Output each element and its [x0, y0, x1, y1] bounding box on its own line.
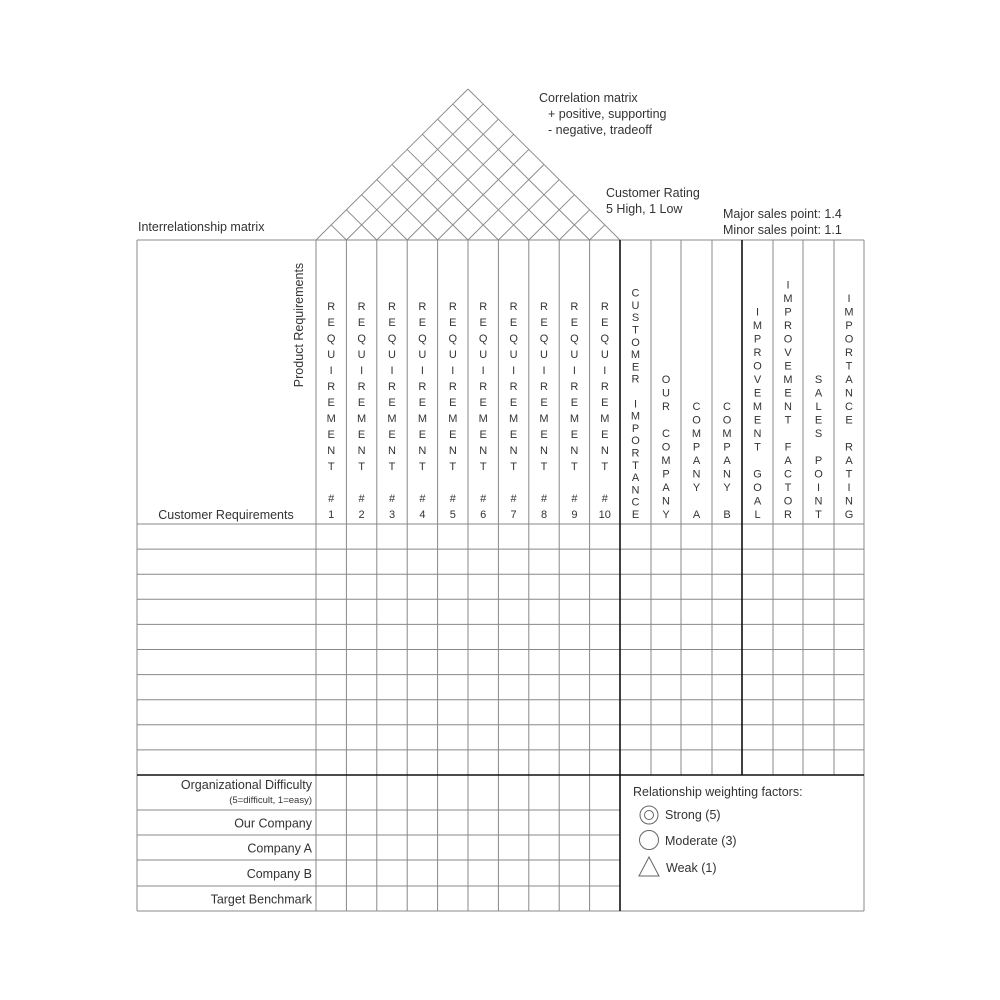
- importance-rating-header-letter: G: [844, 509, 854, 521]
- company-b-header-letter: C: [723, 401, 731, 413]
- requirement-header-4-letter: E: [418, 317, 427, 329]
- requirement-header-1-letter: E: [327, 429, 335, 441]
- requirement-header-1-letter: E: [327, 397, 335, 409]
- requirement-header-1-letter: N: [327, 445, 336, 457]
- relationship-legend: [633, 785, 803, 876]
- requirement-header-2-letter: I: [360, 365, 364, 377]
- requirement-header-8-letter: U: [540, 349, 548, 361]
- requirement-number-9: #: [571, 493, 578, 505]
- requirement-header-8-letter: Q: [539, 333, 549, 345]
- requirement-header-2-letter: R: [357, 301, 366, 313]
- requirement-header-8-letter: I: [542, 365, 546, 377]
- benchmark-row-label: Organizational Difficulty: [180, 778, 312, 792]
- moderate-symbol-icon: [640, 831, 659, 850]
- requirement-header-5-letter: R: [448, 381, 457, 393]
- improvement-factor-header-letter: C: [784, 468, 792, 481]
- importance-rating-header-letter: I: [847, 482, 851, 494]
- importance-rating-header-letter: N: [845, 495, 853, 508]
- improvement-goal-header-letter: P: [753, 333, 762, 346]
- customer-importance-header-letter: T: [632, 324, 639, 337]
- requirement-header-10-letter: U: [600, 349, 609, 361]
- requirement-header-3-letter: R: [388, 301, 396, 313]
- requirement-header-10-letter: R: [600, 301, 609, 313]
- improvement-goal-header-letter: M: [752, 401, 763, 413]
- roof-grid-line: [392, 165, 468, 241]
- requirement-header-10-letter: Q: [600, 333, 610, 345]
- improvement-goal-header-letter: O: [753, 360, 762, 373]
- weak-symbol-icon: [639, 857, 659, 876]
- improvement-goal-header-letter: O: [753, 482, 762, 494]
- customer-importance-header-letter: O: [631, 336, 640, 349]
- requirement-header-7-letter: R: [509, 301, 518, 313]
- requirement-header-9-letter: E: [570, 317, 579, 329]
- requirement-number-value-7: 7: [510, 509, 517, 521]
- our-company-header-letter: O: [661, 374, 671, 386]
- requirement-column-headers: [327, 301, 611, 521]
- requirement-header-10-letter: E: [601, 429, 609, 441]
- company-b-header-letter: A: [723, 455, 731, 467]
- our-company-header-letter: P: [662, 468, 670, 481]
- benchmark-row-label: Company A: [247, 841, 312, 856]
- requirement-number-value-3: 3: [388, 509, 396, 521]
- requirement-header-4-letter: R: [418, 381, 427, 393]
- requirement-header-5-letter: M: [448, 413, 458, 425]
- requirement-header-5-letter: I: [451, 365, 455, 377]
- importance-rating-header-letter: A: [845, 374, 853, 386]
- requirement-header-1-letter: R: [327, 381, 336, 393]
- requirement-header-7-letter: M: [509, 413, 519, 425]
- customer-importance-header-letter: N: [631, 484, 640, 497]
- improvement-goal-header-letter: G: [753, 468, 762, 481]
- importance-rating-header: [844, 293, 853, 521]
- improvement-factor-header: [783, 280, 792, 522]
- our-company-header-letter: O: [661, 441, 671, 454]
- requirement-number-8: #: [540, 493, 548, 505]
- improvement-goal-header-letter: A: [753, 495, 762, 508]
- requirement-header-4-letter: E: [418, 397, 427, 409]
- sales-point-header-letter: E: [814, 414, 823, 427]
- improvement-goal-header-letter: R: [753, 347, 762, 359]
- sales-point-header-letter: P: [814, 455, 823, 467]
- improvement-goal-header-letter: T: [754, 441, 761, 454]
- sales-point-header-letter: I: [816, 482, 821, 494]
- importance-rating-header-letter: T: [845, 360, 853, 373]
- requirement-header-8: [539, 301, 548, 473]
- requirement-header-2-letter: Q: [357, 333, 366, 345]
- requirement-header-6-letter: I: [481, 365, 485, 377]
- requirement-header-5-letter: R: [448, 301, 457, 313]
- sales-point-header-letter: A: [814, 387, 823, 400]
- requirement-header-5-letter: U: [448, 349, 457, 361]
- improvement-factor-header-letter: R: [784, 320, 792, 332]
- importance-rating-header-letter: A: [845, 455, 853, 467]
- improvement-goal-header-letter: I: [755, 306, 760, 319]
- requirement-header-10-letter: R: [600, 381, 609, 393]
- requirement-header-6-letter: R: [479, 301, 488, 313]
- roof-grid-line: [422, 134, 528, 240]
- our-company-header-letter: A: [662, 482, 670, 494]
- requirement-header-3-letter: E: [388, 397, 396, 409]
- roof-grid-line: [468, 165, 544, 241]
- company-a-header-letter: C: [692, 401, 701, 413]
- requirement-header-10-letter: E: [601, 397, 609, 409]
- requirement-number-1: #: [328, 493, 335, 505]
- requirement-header-9-letter: I: [572, 365, 576, 377]
- requirement-number-value-6: 6: [480, 509, 487, 521]
- improvement-factor-header-letter: N: [784, 401, 792, 413]
- requirement-header-4-letter: Q: [418, 333, 427, 345]
- requirement-header-6: [479, 301, 488, 473]
- requirement-header-1-letter: E: [327, 317, 335, 329]
- improvement-goal-header-letter: V: [753, 374, 762, 386]
- benchmark-row-labels: [181, 778, 313, 907]
- requirement-header-3-letter: T: [388, 461, 396, 473]
- requirement-header-4-letter: E: [418, 429, 427, 441]
- improvement-factor-header-letter: T: [784, 414, 792, 427]
- requirement-header-9-letter: U: [570, 349, 579, 361]
- roof-grid-line: [407, 134, 513, 240]
- benchmark-row-sublabel: (5=difficult, 1=easy): [229, 795, 312, 806]
- requirement-number-value-9: 9: [571, 509, 578, 521]
- requirement-header-4-letter: N: [418, 445, 427, 457]
- requirement-header-2-letter: M: [357, 413, 367, 425]
- requirement-header-6-letter: E: [479, 397, 487, 409]
- requirement-header-6-letter: Q: [478, 333, 488, 345]
- company-a-header-letter: M: [691, 428, 702, 440]
- requirement-number-value-2: 2: [358, 509, 365, 521]
- improvement-factor-header-letter: I: [786, 279, 790, 292]
- requirement-header-4-letter: T: [419, 461, 426, 473]
- requirement-number-value-5: 5: [449, 509, 456, 521]
- interrelationship-matrix-label: Interrelationship matrix: [138, 220, 265, 234]
- requirement-header-10: [600, 301, 609, 473]
- customer-importance-header-letter: S: [631, 312, 640, 325]
- correlation-negative-note: - negative, tradeoff: [548, 123, 653, 137]
- importance-rating-header-letter: E: [845, 414, 853, 427]
- correlation-positive-note: + positive, supporting: [548, 107, 667, 121]
- company-a-header: [692, 401, 701, 521]
- requirement-header-4: [418, 301, 427, 473]
- benchmark-row-label: Target Benchmark: [210, 892, 312, 907]
- company-a-header-letter: Y: [692, 482, 701, 494]
- requirement-header-2: [357, 301, 366, 473]
- requirement-header-6-letter: T: [479, 461, 487, 473]
- importance-rating-header-letter: N: [845, 387, 853, 400]
- requirement-header-7-letter: N: [509, 445, 518, 457]
- requirement-header-5-letter: E: [449, 317, 457, 329]
- requirement-header-6-letter: M: [478, 413, 488, 425]
- requirement-header-6-letter: U: [479, 349, 488, 361]
- requirement-header-3-letter: N: [388, 445, 396, 457]
- importance-rating-header-letter: O: [844, 333, 854, 346]
- requirement-header-3: [387, 301, 396, 473]
- requirement-header-2-letter: U: [357, 349, 366, 361]
- requirement-header-7-letter: E: [509, 397, 518, 409]
- requirement-header-8-letter: M: [539, 413, 549, 425]
- roof-grid-line: [529, 195, 575, 240]
- legend-strong-label: Strong (5): [665, 808, 721, 822]
- requirement-header-8-letter: E: [540, 317, 548, 329]
- sales-point-header-letter: L: [815, 401, 822, 413]
- requirement-header-1-letter: I: [329, 365, 333, 377]
- our-company-header-letter: R: [662, 401, 670, 413]
- customer-importance-header-letter: I: [633, 398, 638, 411]
- requirement-header-2-letter: R: [357, 381, 366, 393]
- roof-grid-line: [331, 225, 346, 240]
- importance-rating-header-letter: R: [845, 441, 853, 454]
- customer-importance-header-letter: T: [632, 459, 639, 472]
- customer-importance-header-letter: M: [630, 349, 641, 362]
- customer-importance-header-letter: C: [631, 496, 640, 509]
- customer-importance-header-letter: C: [631, 287, 640, 300]
- improvement-goal-header-letter: N: [753, 428, 762, 440]
- requirement-header-8-letter: N: [540, 445, 548, 457]
- requirement-header-1-letter: T: [327, 461, 335, 473]
- improvement-factor-header-letter: T: [784, 482, 792, 494]
- improvement-factor-header-letter: O: [783, 333, 793, 346]
- sales-point-header: [814, 374, 823, 521]
- customer-rating-title: Customer Rating: [606, 186, 700, 200]
- benchmark-row-label: Company B: [246, 867, 312, 881]
- sales-point-header-letter: T: [815, 509, 822, 521]
- requirement-header-7-letter: R: [509, 381, 518, 393]
- requirement-number-5: #: [449, 493, 456, 505]
- improvement-factor-header-letter: E: [784, 387, 792, 400]
- requirement-number-value-10: 10: [598, 509, 611, 521]
- requirement-number-7: #: [510, 493, 517, 505]
- customer-importance-header-letter: A: [631, 472, 640, 485]
- requirement-header-3-letter: Q: [387, 333, 397, 345]
- requirement-header-5-letter: Q: [448, 333, 458, 345]
- improvement-factor-header-letter: M: [783, 293, 793, 305]
- company-a-header-letter: A: [692, 455, 701, 467]
- requirement-header-4-letter: I: [420, 365, 424, 377]
- importance-rating-header-letter: T: [845, 468, 853, 481]
- improvement-factor-header-letter: R: [784, 509, 792, 521]
- improvement-factor-header-letter: O: [783, 495, 793, 508]
- requirement-header-5-letter: N: [448, 445, 457, 457]
- importance-rating-header-letter: M: [844, 306, 854, 319]
- requirement-number-value-1: 1: [328, 509, 335, 521]
- major-sales-point-note: Major sales point: 1.4: [723, 207, 842, 221]
- correlation-matrix-title: Correlation matrix: [539, 91, 638, 105]
- requirement-header-9-letter: Q: [570, 333, 579, 345]
- sales-point-header-letter: S: [814, 374, 823, 386]
- requirement-header-5-letter: E: [449, 429, 457, 441]
- sales-point-header-letter: O: [814, 468, 823, 481]
- requirement-header-3-letter: U: [388, 349, 396, 361]
- requirement-header-3-letter: E: [388, 429, 396, 441]
- importance-rating-header-letter: R: [845, 347, 853, 359]
- customer-importance-header-letter: M: [630, 410, 641, 423]
- requirement-header-2-letter: T: [358, 461, 365, 473]
- company-b-header: [722, 401, 731, 521]
- requirement-header-4-letter: U: [418, 349, 427, 361]
- company-a-header-letter: A: [692, 509, 701, 521]
- requirement-header-7-letter: U: [509, 349, 518, 361]
- requirement-header-9-letter: N: [570, 445, 579, 457]
- requirement-header-7: [509, 301, 518, 473]
- requirement-header-9-letter: R: [570, 301, 579, 313]
- requirement-number-4: #: [419, 493, 426, 505]
- requirement-header-10-letter: N: [600, 445, 609, 457]
- requirement-header-7-letter: I: [512, 365, 516, 377]
- company-b-header-letter: M: [722, 428, 732, 440]
- improvement-goal-header: [753, 307, 762, 522]
- improvement-factor-header-letter: M: [783, 374, 793, 386]
- customer-importance-header-letter: R: [631, 447, 640, 460]
- company-b-header-letter: B: [723, 509, 731, 521]
- improvement-factor-header-letter: P: [784, 306, 792, 319]
- requirement-header-3-letter: M: [387, 413, 397, 425]
- customer-requirements-label: Customer Requirements: [158, 508, 294, 522]
- requirement-header-4-letter: M: [417, 413, 427, 425]
- company-b-header-letter: Y: [723, 482, 731, 494]
- requirement-header-5: [448, 301, 457, 473]
- company-b-header-letter: O: [722, 414, 732, 427]
- sales-point-header-letter: N: [814, 495, 823, 508]
- our-company-header-letter: N: [662, 495, 670, 508]
- roof-grid-line: [362, 195, 408, 240]
- our-company-header-letter: Y: [662, 509, 670, 521]
- requirement-header-2-letter: E: [357, 429, 366, 441]
- improvement-goal-header-letter: E: [753, 414, 762, 427]
- requirement-number-value-8: 8: [540, 509, 548, 521]
- requirement-header-8-letter: R: [540, 301, 548, 313]
- legend-moderate-label: Moderate (3): [665, 834, 737, 848]
- improvement-factor-header-letter: A: [784, 455, 792, 467]
- importance-rating-header-letter: P: [845, 320, 853, 332]
- requirement-header-9-letter: E: [570, 429, 579, 441]
- customer-importance-header-letter: P: [631, 422, 640, 435]
- improvement-factor-header-letter: F: [784, 441, 792, 454]
- requirement-header-4-letter: R: [418, 301, 427, 313]
- customer-importance-header-letter: E: [631, 509, 640, 521]
- requirement-number-3: #: [388, 493, 396, 505]
- requirement-header-6-letter: E: [479, 429, 487, 441]
- benchmark-row-label: Our Company: [234, 816, 312, 831]
- requirement-header-8-letter: E: [540, 397, 548, 409]
- our-company-header: [661, 374, 670, 521]
- customer-importance-header-letter: O: [631, 435, 640, 448]
- strong-symbol-icon: [640, 806, 658, 824]
- strong-symbol-inner-icon: [645, 811, 654, 820]
- requirement-header-9: [570, 301, 579, 473]
- requirement-header-7-letter: Q: [509, 333, 518, 345]
- requirement-header-5-letter: E: [449, 397, 457, 409]
- our-company-header-letter: C: [662, 428, 670, 440]
- minor-sales-point-note: Minor sales point: 1.1: [723, 223, 842, 237]
- legend-title: Relationship weighting factors:: [633, 785, 803, 799]
- requirement-header-10-letter: M: [600, 413, 610, 425]
- requirement-header-6-letter: E: [479, 317, 487, 329]
- customer-rating-scale: 5 High, 1 Low: [606, 202, 683, 216]
- company-a-header-letter: P: [692, 441, 701, 454]
- our-company-header-letter: U: [662, 387, 670, 400]
- importance-rating-header-letter: C: [845, 401, 853, 413]
- roof-grid-line: [590, 225, 605, 240]
- requirement-header-1-letter: Q: [326, 333, 336, 345]
- improvement-factor-header-letter: E: [784, 360, 792, 373]
- requirement-header-1: [327, 301, 336, 473]
- sales-point-header-letter: S: [814, 428, 823, 440]
- improvement-goal-header-letter: L: [754, 509, 761, 521]
- requirement-header-8-letter: R: [540, 381, 548, 393]
- requirement-header-10-letter: I: [603, 365, 607, 377]
- requirement-header-1-letter: U: [327, 349, 336, 361]
- improvement-goal-header-letter: E: [753, 387, 762, 400]
- customer-importance-header-letter: U: [631, 299, 640, 312]
- requirement-header-2-letter: E: [357, 317, 366, 329]
- requirement-header-10-letter: E: [601, 317, 609, 329]
- requirement-header-3-letter: I: [390, 365, 394, 377]
- requirement-header-9-letter: E: [570, 397, 579, 409]
- requirement-header-3-letter: E: [388, 317, 396, 329]
- improvement-goal-header-letter: M: [752, 320, 763, 332]
- legend-weak-label: Weak (1): [666, 861, 717, 875]
- requirement-header-9-letter: R: [570, 381, 579, 393]
- importance-rating-header-letter: I: [847, 293, 851, 305]
- requirement-header-1-letter: R: [327, 301, 336, 313]
- requirement-number-value-4: 4: [419, 509, 426, 521]
- product-requirements-label: Product Requirements: [292, 262, 306, 388]
- requirement-header-8-letter: T: [540, 461, 548, 473]
- company-b-header-letter: N: [723, 468, 731, 481]
- requirement-header-8-letter: E: [540, 429, 548, 441]
- company-a-header-letter: O: [692, 414, 701, 427]
- requirement-header-2-letter: N: [357, 445, 366, 457]
- requirement-header-7-letter: T: [510, 461, 517, 473]
- requirement-header-9-letter: T: [571, 461, 578, 473]
- requirement-header-7-letter: E: [509, 317, 518, 329]
- requirement-header-2-letter: E: [357, 397, 366, 409]
- requirement-number-10: #: [601, 493, 608, 505]
- requirement-header-3-letter: R: [388, 381, 396, 393]
- roof-grid-line: [346, 104, 483, 240]
- our-company-header-letter: M: [661, 455, 671, 467]
- requirement-header-5-letter: T: [449, 461, 457, 473]
- company-b-header-letter: P: [723, 441, 731, 454]
- requirement-header-1-letter: M: [326, 413, 336, 425]
- customer-importance-header: [631, 288, 640, 521]
- requirement-header-9-letter: M: [569, 413, 579, 425]
- requirement-header-10-letter: T: [601, 461, 609, 473]
- requirement-header-7-letter: E: [509, 429, 518, 441]
- requirement-number-2: #: [358, 493, 365, 505]
- requirement-header-6-letter: R: [479, 381, 488, 393]
- requirement-header-6-letter: N: [479, 445, 488, 457]
- customer-importance-header-letter: E: [631, 361, 640, 374]
- improvement-factor-header-letter: V: [784, 347, 792, 359]
- customer-importance-header-letter: R: [631, 373, 640, 386]
- company-a-header-letter: N: [692, 468, 701, 481]
- requirement-number-6: #: [480, 493, 487, 505]
